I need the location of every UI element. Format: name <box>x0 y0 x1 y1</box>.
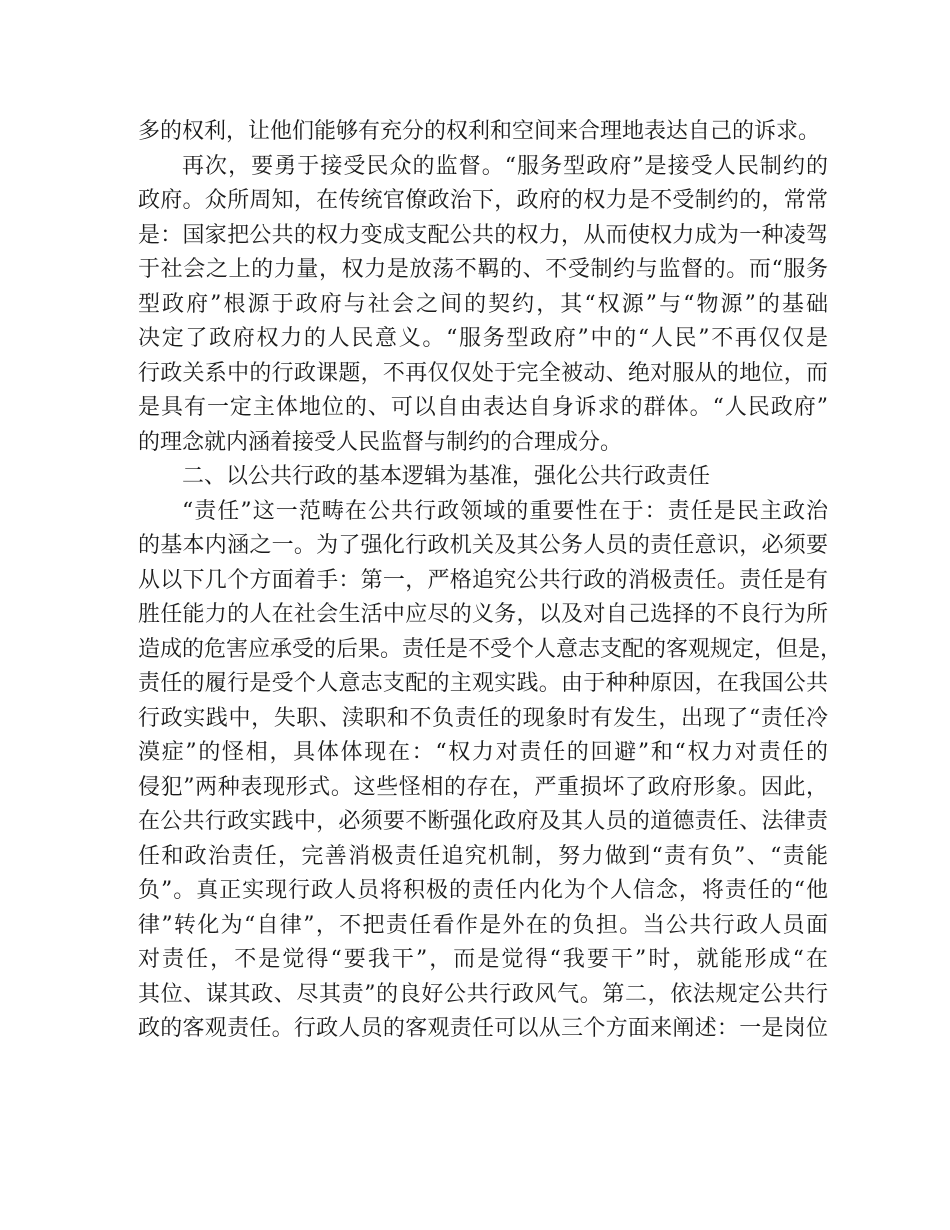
text-line: 的理念就内涵着接受人民监督与制约的合理成分。 <box>138 429 623 455</box>
text-line: “责任”这一范畴在公共行政领域的重要性在于：责任是民主政治 <box>182 498 828 524</box>
text-line: 再次，要勇于接受民众的监督。“服务型政府”是接受人民制约的 <box>182 153 828 179</box>
text-line: 是：国家把公共的权力变成支配公共的权力，从而使权力成为一种凌驾 <box>138 222 828 248</box>
text-line: 责任的履行是受个人意志支配的主观实践。由于种种原因，在我国公共 <box>138 671 828 696</box>
text-line: 多的权利，让他们能够有充分的权利和空间来合理地表达自己的诉求。 <box>138 119 821 144</box>
text-line: 任和政治责任，完善消极责任追究机制，努力做到“责有负”、“责能 <box>138 843 828 869</box>
text-line: 在公共行政实践中，必须要不断强化政府及其人员的道德责任、法律责 <box>138 809 828 834</box>
text-line: 的基本内涵之一。为了强化行政机关及其公务人员的责任意识，必须要 <box>138 533 828 558</box>
text-line: 行政实践中，失职、渎职和不负责任的现象时有发生，出现了“责任冷 <box>138 705 828 731</box>
text-line: 胜任能力的人在社会生活中应尽的义务，以及对自己选择的不良行为所 <box>138 602 828 627</box>
text-line: 行政关系中的行政课题，不再仅仅处于完全被动、绝对服从的地位，而 <box>138 360 828 386</box>
text-line: 从以下几个方面着手：第一，严格追究公共行政的消极责任。责任是有 <box>138 567 828 593</box>
text-line: 其位、谋其政、尽其责”的良好公共行政风气。第二，依法规定公共行 <box>138 981 828 1007</box>
text-line: 律”转化为“自律”，不把责任看作是外在的负担。当公共行政人员面 <box>138 912 828 938</box>
text-line: 漠症”的怪相，具体体现在：“权力对责任的回避”和“权力对责任的 <box>138 740 828 765</box>
text-line: 是具有一定主体地位的、可以自由表达自身诉求的群体。“人民政府” <box>138 395 828 420</box>
text-line: 决定了政府权力的人民意义。“服务型政府”中的“人民”不再仅仅是 <box>138 326 828 351</box>
text-line: 政府。众所周知，在传统官僚政治下，政府的权力是不受制约的，常常 <box>138 188 828 213</box>
text-line: 型政府”根源于政府与社会之间的契约，其“权源”与“物源”的基础 <box>138 291 828 317</box>
text-line: 造成的危害应承受的后果。责任是不受个人意志支配的客观规定，但是， <box>138 636 843 662</box>
text-line: 负”。真正实现行政人员将积极的责任内化为个人信念，将责任的“他 <box>138 878 828 903</box>
body-text <box>138 115 843 1047</box>
text-line: 侵犯”两种表现形式。这些怪相的存在，严重损坏了政府形象。因此， <box>138 774 828 800</box>
section-heading: 二、以公共行政的基本逻辑为基准，强化公共行政责任 <box>182 464 711 489</box>
text-line: 对责任，不是觉得“要我干”，而是觉得“我要干”时，就能形成“在 <box>138 947 828 972</box>
text-line: 政的客观责任。行政人员的客观责任可以从三个方面来阐述：一是岗位 <box>138 1016 828 1041</box>
text-line: 于社会之上的力量，权力是放荡不羁的、不受制约与监督的。而“服务 <box>138 257 828 282</box>
